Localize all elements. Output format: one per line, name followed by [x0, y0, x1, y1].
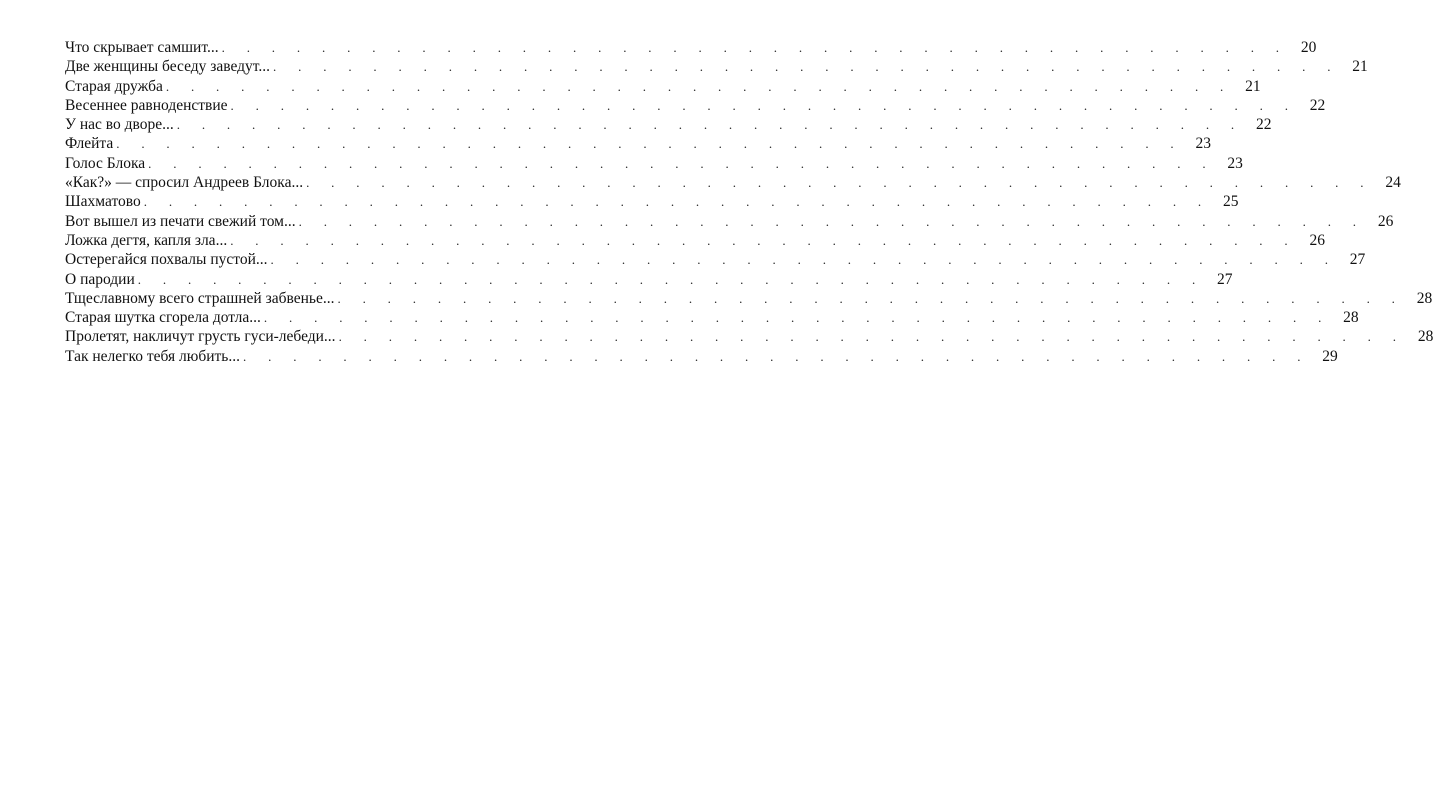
toc-entry-page: 23	[1195, 135, 1211, 153]
toc-entry	[65, 115, 1272, 134]
toc-entry-title: О пародии	[65, 270, 135, 288]
dot-leader: . . . . . . . . . . . . . . . . . . . . . . . . . . . . . . . . . . . . . . . . . . .	[230, 97, 1298, 113]
toc-entry-page: 28	[1417, 328, 1433, 346]
toc-entry	[65, 38, 1317, 57]
toc-entry	[65, 347, 1338, 366]
toc-entry-page: 26	[1309, 231, 1325, 249]
dot-leader: . . . . . . . . . . . . . . . . . . . . . . . . . . . . . . . . . . . . . . . . . . .	[243, 348, 1310, 364]
toc-entry-page: 27	[1217, 270, 1233, 288]
toc-entry	[65, 212, 1394, 231]
dot-leader: . . . . . . . . . . . . . . . . . . . . . . . . . . . . . . . . . . . . . . . . . . .	[148, 155, 1215, 171]
toc-entry-title: Вот вышел из печати свежий том...	[65, 212, 296, 230]
toc-entry-page: 26	[1377, 212, 1394, 230]
toc-entry-page: 25	[1222, 193, 1239, 211]
toc-entry-page: 22	[1255, 116, 1272, 134]
toc-entry	[65, 192, 1239, 211]
toc-entry	[65, 154, 1243, 173]
dot-leader: . . . . . . . . . . . . . . . . . . . . . . . . . . . . . . . . . . . . . . . . . . .	[143, 194, 1211, 210]
dot-leader: . . . . . . . . . . . . . . . . . . . . . . . . . . . . . . . . . . . . . . . . . . .	[263, 310, 1331, 326]
toc-entry	[65, 173, 1401, 192]
toc-entry-page: 20	[1300, 39, 1317, 56]
toc-entry-title: Так нелегко тебя любить...	[65, 347, 241, 365]
toc-entry	[65, 231, 1325, 250]
dot-leader: . . . . . . . . . . . . . . . . . . . . . . . . . . . . . . . . . . . . . . . . . . .	[165, 78, 1233, 94]
dot-leader: . . . . . . . . . . . . . . . . . . . . . . . . . . . . . . . . . . . . . . . . . . .	[176, 117, 1244, 133]
dot-leader: . . . . . . . . . . . . . . . . . . . . . . . . . . . . . . . . . . . . . . . . . . .	[116, 136, 1183, 152]
toc-entry-title: Пролетят, накличут грусть гуси-лебеди...	[65, 328, 336, 346]
dot-leader: . . . . . . . . . . . . . . . . . . . . . . . . . . . . . . . . . . . . . . . . . . .	[137, 271, 1205, 287]
toc-entry	[65, 77, 1261, 96]
toc-entry-page: 28	[1343, 309, 1359, 327]
dot-leader: . . . . . . . . . . . . . . . . . . . . . . . . . . . . . . . . . . . . . . . . . . .	[273, 59, 1340, 75]
toc-entry-title: Остерегайся похвалы пустой...	[65, 251, 268, 269]
toc-entry-title: Голос Блока	[65, 154, 146, 172]
toc-entry	[65, 96, 1326, 115]
toc-entry-page: 21	[1245, 77, 1261, 95]
toc-entry	[65, 57, 1368, 76]
toc-entry-title: «Как?» — спросил Андреев Блока...	[65, 174, 304, 192]
toc-entry-title: Старая шутка сгорела дотла...	[65, 309, 261, 327]
dot-leader: . . . . . . . . . . . . . . . . . . . . . . . . . . . . . . . . . . . . . . . . . . .	[270, 252, 1338, 268]
toc-entry-page: 29	[1322, 347, 1338, 365]
dot-leader: . . . . . . . . . . . . . . . . . . . . . . . . . . . . . . . . . . . . . . . . . . .	[298, 213, 1366, 229]
dot-leader: . . . . . . . . . . . . . . . . . . . . . . . . . . . . . . . . . . . . . . . . . . .	[221, 40, 1289, 55]
toc-entry-title: Шахматово	[65, 193, 141, 211]
toc-entry	[65, 289, 1433, 308]
toc-entry-title: Ложка дегтя, капля зла...	[65, 231, 228, 249]
toc-entry-page: 21	[1352, 58, 1368, 76]
toc-entry-page: 28	[1416, 289, 1433, 307]
toc-entry-title: У нас во дворе...	[65, 116, 174, 134]
toc-entry-page: 23	[1227, 154, 1243, 172]
toc-entry	[65, 270, 1233, 289]
toc-entry-title: Что скрывает самшит...	[65, 39, 219, 56]
toc-entry	[65, 308, 1359, 327]
toc-entry-page: 24	[1385, 174, 1401, 192]
dot-leader: . . . . . . . . . . . . . . . . . . . . . . . . . . . . . . . . . . . . . . . . . . .	[306, 175, 1373, 191]
table-of-contents	[65, 38, 1433, 366]
toc-entry	[65, 250, 1366, 269]
dot-leader: . . . . . . . . . . . . . . . . . . . . . . . . . . . . . . . . . . . . . . . . . . .	[338, 329, 1406, 345]
toc-entry-title: Тщеславному всего страшней забвенье...	[65, 289, 335, 307]
toc-entry	[65, 134, 1211, 153]
toc-entry-title: Старая дружба	[65, 77, 163, 95]
dot-leader: . . . . . . . . . . . . . . . . . . . . . . . . . . . . . . . . . . . . . . . . . . .	[230, 232, 1297, 248]
dot-leader: . . . . . . . . . . . . . . . . . . . . . . . . . . . . . . . . . . . . . . . . . . .	[337, 290, 1405, 306]
toc-entry-page: 27	[1349, 251, 1366, 269]
toc-entry-title: Флейта	[65, 135, 114, 153]
toc-entry-page: 22	[1309, 96, 1326, 114]
toc-entry	[65, 327, 1433, 346]
toc-entry-title: Две женщины беседу заведут...	[65, 58, 271, 76]
toc-entry-title: Весеннее равноденствие	[65, 96, 228, 114]
